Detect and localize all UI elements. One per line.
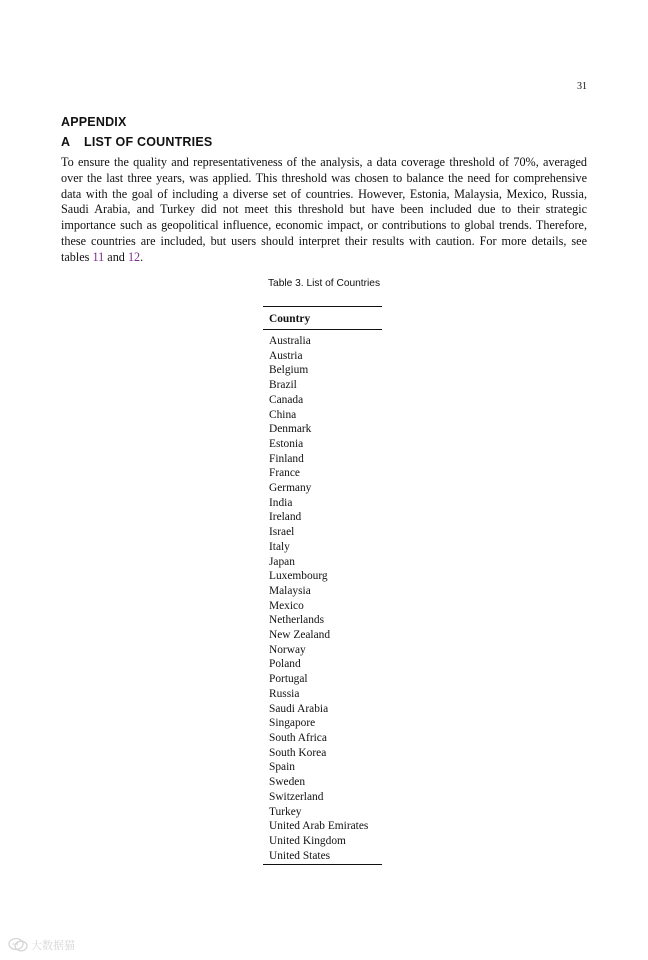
country-cell: Spain [269,761,295,774]
country-cell: United States [263,849,382,865]
table-row [263,466,382,481]
country-cell: Belgium [269,364,309,377]
country-cell: Israel [269,526,295,539]
country-cell: Switzerland [269,790,324,803]
table-row [263,555,382,570]
appendix-heading: APPENDIX [61,115,127,129]
country-cell: Netherlands [269,614,325,627]
table-row [263,408,382,423]
section-heading [61,134,212,150]
page-number: 31 [577,81,587,92]
table-row [263,672,382,687]
country-cell: China [269,408,297,421]
table-row [263,760,382,775]
country-cell: Ireland [269,511,302,524]
country-cell: Germany [269,482,312,495]
country-cell: Denmark [269,423,312,436]
appendix-paragraph [61,155,587,266]
table-row [263,437,382,452]
country-cell: Japan [269,555,295,568]
country-cell: United Arab Emirates [269,820,369,833]
country-cell: Turkey [269,805,302,818]
country-cell: South Africa [269,731,327,744]
table-row [263,422,382,437]
table-row [263,393,382,408]
table-row [263,731,382,746]
table-row [263,819,382,834]
table-row [263,613,382,628]
country-cell: Australia [269,335,311,347]
country-column-header: Country [263,307,382,330]
table-row [263,775,382,790]
table-row [263,481,382,496]
country-cell: Portugal [269,673,308,686]
table-row [263,496,382,511]
country-cell: Austria [269,349,303,362]
country-cell: Singapore [269,717,316,730]
table-row [263,628,382,643]
table-caption: Table 3. List of Countries [267,278,381,289]
table-row [263,834,382,849]
country-cell: Brazil [269,379,297,392]
paragraph-conjunction: and [104,249,128,264]
country-cell: Estonia [269,437,304,450]
table-row [263,452,382,467]
table-row [263,378,382,393]
country-cell: Norway [269,643,306,656]
paragraph-text: To ensure the quality and representativeness of the analysis, a data coverage threshold of 70%, averaged over the last three years, was applied. This threshold was chosen to balance the need for comprehensive data with the goal of including a diverse set of countries. However, Estonia, Malaysia, Mexico, Russia, Saudi Arabia, and Turkey did not meet this threshold but have been included due to their strategic importance such as geopolitical influence, economic impact, or contributions to global trends. Therefore, these countries are included, but users should interpret their results with caution. For more details, see tables [61,155,587,264]
table-11-link[interactable]: 11 [92,249,105,264]
table-12-link[interactable]: 12 [127,249,141,264]
table-row [263,510,382,525]
table-row [263,599,382,614]
country-list [263,330,382,865]
table-row [263,790,382,805]
table-row [263,363,382,378]
country-cell: Saudi Arabia [269,702,329,715]
paragraph-end: . [140,249,144,264]
country-cell: Finland [269,452,304,465]
country-cell: New Zealand [269,629,331,642]
section-number: A [61,135,71,149]
table-row [263,525,382,540]
table-header-row [263,307,382,330]
watermark-text: 大数据猫 [31,939,75,952]
table-row [263,687,382,702]
country-cell: Mexico [269,599,304,612]
country-cell: United Kingdom [269,834,346,847]
country-cell: Luxembourg [269,570,328,583]
section-title: LIST OF COUNTRIES [84,135,213,149]
country-cell: Malaysia [269,584,311,597]
table-row [263,643,382,658]
table-row [263,702,382,717]
table-row [263,849,382,865]
country-cell: Russia [269,687,300,700]
watermark [8,937,75,953]
country-cell: India [269,496,293,509]
country-cell: Italy [269,540,290,553]
table-row [263,349,382,364]
table-row [263,805,382,820]
country-cell: France [269,467,300,480]
table-row [263,746,382,761]
table-row [263,584,382,599]
table-row [263,569,382,584]
table-row [263,540,382,555]
table-row [263,330,382,349]
chat-bubble-icon [8,937,28,953]
country-cell: South Korea [269,746,327,759]
country-cell: Poland [269,658,301,671]
table-row [263,716,382,731]
country-cell: Sweden [269,776,306,789]
country-cell: Canada [269,393,304,406]
country-table [263,306,382,865]
table-row [263,657,382,672]
